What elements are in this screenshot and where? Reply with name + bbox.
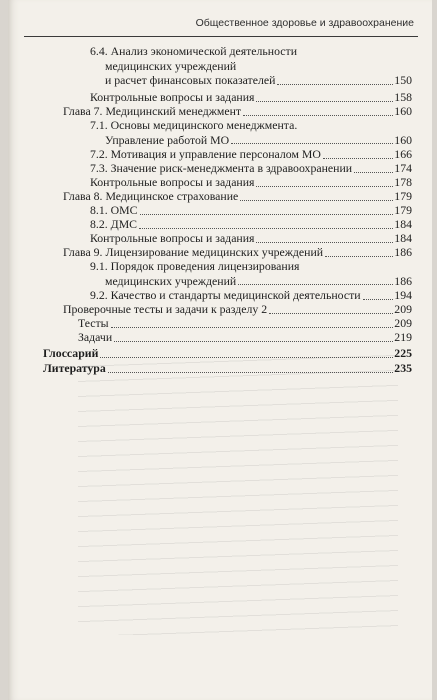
toc-entry-text: Контрольные вопросы и задания: [90, 90, 255, 104]
leader-dots: [140, 214, 394, 215]
toc-entry-text: медицинских учреждений: [105, 58, 237, 73]
toc-entry-chapter-7: [63, 104, 412, 119]
toc-entry-chapter-8: [63, 189, 412, 204]
toc-entry-text: Проверочные тесты и задачи к разделу 2: [63, 302, 268, 316]
toc-page-number: 184: [394, 231, 412, 245]
leader-dots: [111, 327, 394, 328]
toc-entry-text: 9.2. Качество и стандарты медицинской деятельности: [90, 288, 361, 302]
toc-page-number: 225: [394, 346, 412, 360]
toc-entry-text: и расчет финансовых показателей: [105, 73, 276, 87]
toc-entry-text: Тесты: [78, 316, 109, 330]
toc-page-number: 166: [394, 147, 412, 161]
leader-dots: [363, 299, 394, 300]
toc-entry-questions: [90, 90, 412, 105]
toc-page-number: 209: [394, 316, 412, 330]
leader-dots: [108, 372, 394, 373]
toc-page-number: 186: [394, 245, 412, 259]
toc-page-number: 179: [394, 189, 412, 203]
toc-page-number: 179: [394, 203, 412, 217]
toc-entry-text: Глава 7. Медицинский менеджмент: [63, 104, 242, 118]
toc-page-number: 160: [394, 104, 412, 118]
toc-entry-text: 6.4. Анализ экономической деятельности: [90, 44, 298, 58]
toc-page-number: 150: [394, 73, 412, 87]
toc-entry-text: 7.1. Основы медицинского менеджмента.: [90, 118, 298, 132]
toc-entry-8-1: [90, 203, 412, 218]
toc-entry-7-1: [90, 118, 412, 147]
toc-entry-7-2: [90, 147, 412, 162]
toc-entry-text: 7.2. Мотивация и управление персоналом МО: [90, 147, 321, 161]
toc-page-number: 235: [394, 361, 412, 375]
toc-page-number: 209: [394, 302, 412, 316]
toc-entry-text: Глава 9. Лицензирование медицинских учреждений: [63, 245, 324, 259]
toc-page-number: 186: [394, 273, 412, 288]
toc-entry-text: Глоссарий: [43, 346, 99, 360]
toc-entry-6-4: [90, 44, 412, 88]
leader-dots: [240, 200, 393, 201]
toc-entry-text: Контрольные вопросы и задания: [90, 175, 255, 189]
toc-entry-review-tests: [63, 302, 412, 317]
leader-dots: [325, 256, 393, 257]
toc-page-number: 174: [394, 161, 412, 175]
header-title: Общественное здоровье и здравоохранение: [195, 17, 414, 29]
toc-entry-glossary: [43, 346, 412, 361]
toc-entry-9-2: [90, 288, 412, 303]
toc-page-number: 178: [394, 175, 412, 189]
toc-entry-text: 8.1. ОМС: [90, 203, 138, 217]
toc-entry-questions: [90, 175, 412, 190]
toc-entry-text: медицинских учреждений: [105, 273, 237, 288]
toc-entry-text: Задачи: [78, 330, 113, 344]
toc-entry-9-1: [90, 259, 412, 288]
leader-dots: [256, 186, 393, 187]
toc-entry-text: 9.1. Порядок проведения лицензирования: [90, 259, 300, 273]
toc-page-number: 194: [394, 288, 412, 302]
table-of-contents: [8, 0, 432, 700]
leader-dots: [238, 284, 393, 285]
leader-dots: [277, 84, 393, 85]
leader-dots: [100, 357, 393, 358]
leader-dots: [256, 242, 393, 243]
toc-page-number: 158: [394, 90, 412, 104]
toc-entry-8-2: [90, 217, 412, 232]
toc-entry-text: Контрольные вопросы и задания: [90, 231, 255, 245]
leader-dots: [269, 313, 393, 314]
leader-dots: [323, 158, 393, 159]
leader-dots: [256, 101, 393, 102]
toc-entry-text: Управление работой МО: [105, 132, 230, 147]
leader-dots: [354, 172, 393, 173]
toc-page-number: 160: [394, 132, 412, 147]
toc-entry-7-3: [90, 161, 412, 176]
leader-dots: [231, 143, 393, 144]
toc-entry-text: Литература: [43, 361, 106, 375]
leader-dots: [243, 115, 393, 116]
toc-page-number: 184: [394, 217, 412, 231]
toc-entry-tests: [78, 316, 412, 331]
toc-entry-chapter-9: [63, 245, 412, 260]
toc-entry-literature: [43, 361, 412, 376]
toc-entry-tasks: [78, 330, 412, 345]
toc-entry-text: Глава 8. Медицинское страхование: [63, 189, 239, 203]
toc-entry-questions: [90, 231, 412, 246]
toc-page-number: 219: [394, 330, 412, 344]
leader-dots: [114, 341, 393, 342]
book-page: [8, 0, 432, 700]
toc-entry-text: 7.3. Значение риск-менеджмента в здравоохранении: [90, 161, 353, 175]
toc-entry-text: 8.2. ДМС: [90, 217, 138, 231]
leader-dots: [139, 228, 393, 229]
